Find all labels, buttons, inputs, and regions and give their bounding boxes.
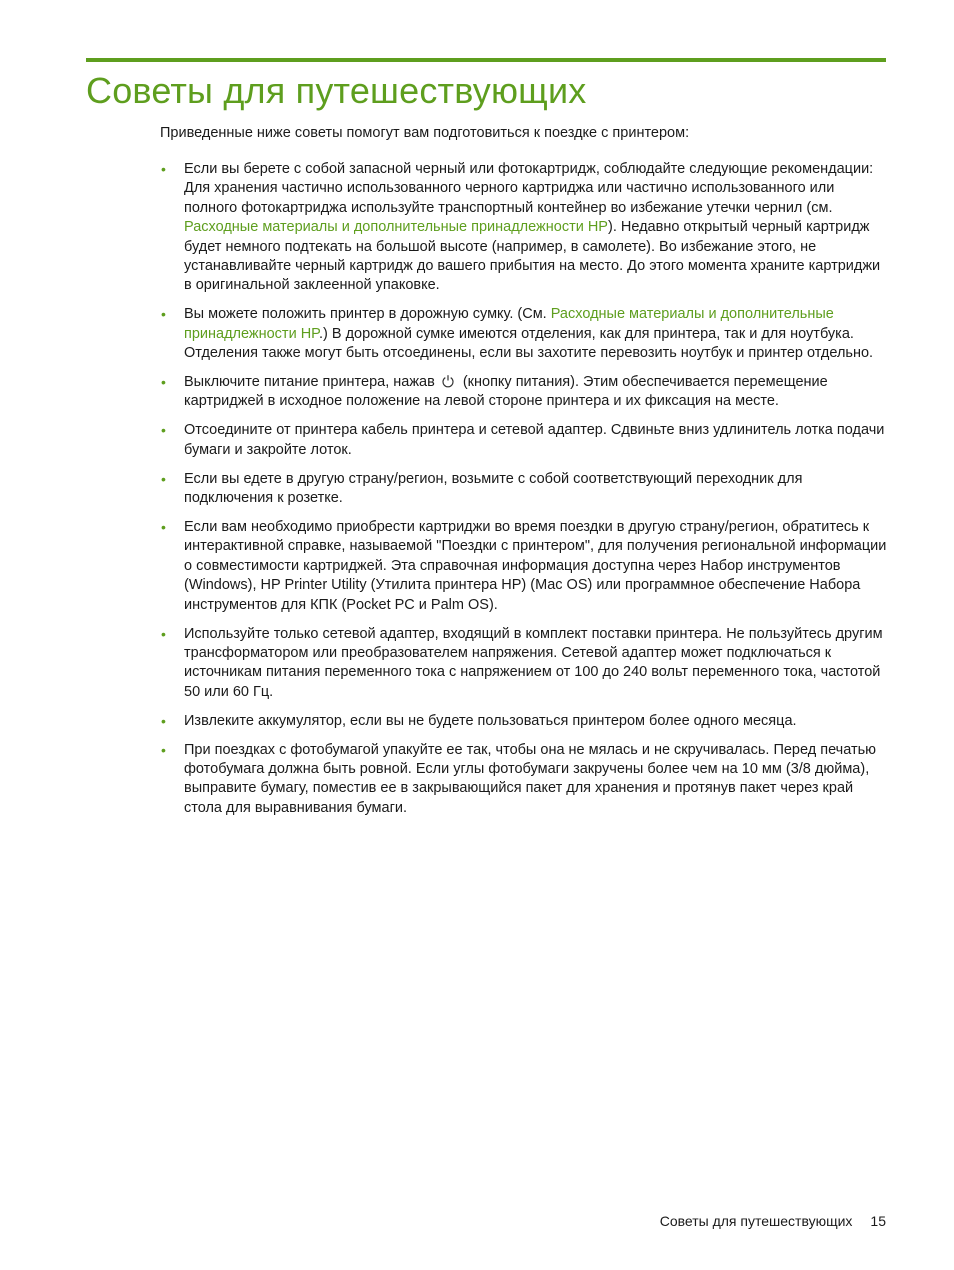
supplies-link[interactable]: Расходные материалы и дополнительные принадлежности HP bbox=[184, 306, 834, 342]
list-item bbox=[160, 712, 888, 731]
list-item-text: .) В дорожной сумке имеются отделения, как для принтера, так и для ноутбука. Отделения также могут быть отсоединены, если вы захотите перевозить ноутбук и принтер отдельно. bbox=[184, 325, 874, 362]
bullet-icon: • bbox=[161, 374, 166, 391]
page-footer bbox=[660, 1213, 886, 1229]
list-item bbox=[160, 373, 888, 412]
list-item-text: Если вы берете с собой запасной черный или фотокартридж, соблюдайте следующие рекомендации: Для хранения частично использованного черного картриджа или частично использованного или полного фотокартриджа используйте транспортный контейнер во избежание утечки чернил (см. bbox=[184, 161, 874, 216]
bullet-icon: • bbox=[161, 306, 166, 323]
list-item-text: Используйте только сетевой адаптер, входящий в комплект поставки принтера. Не пользуйтесь другим трансформатором или преобразователем напряжения. Сетевой адаптер может подключаться к источникам питания переменного тока с напряжением от 100 до 240 вольт переменного тока, частотой 50 или 60 Гц. bbox=[184, 625, 883, 700]
list-item bbox=[160, 625, 888, 703]
list-item bbox=[160, 470, 888, 509]
power-icon bbox=[441, 374, 455, 388]
list-item bbox=[160, 421, 888, 460]
list-item-text: (кнопку питания). Этим обеспечивается перемещение картриджей в исходное положение на левой стороне принтера и их фиксация на месте. bbox=[184, 374, 828, 410]
tips-list bbox=[160, 160, 888, 828]
list-item-text: При поездках с фотобумагой упакуйте ее так, чтобы она не мялась и не скручивалась. Перед печатью фотобумага должна быть ровной. Если углы фотобумаги закручены более чем на 10 мм (3/8 дюйма), выправите бумагу, поместив ее в закрывающийся пакет для хранения и протянув пакет через край стола для выравнивания бумаги. bbox=[184, 741, 877, 816]
list-item bbox=[160, 305, 888, 363]
footer-section-title: Советы для путешествующих bbox=[659, 1213, 853, 1229]
header-rule bbox=[86, 58, 886, 62]
bullet-icon: • bbox=[161, 625, 166, 642]
list-item-text: Вы можете положить принтер в дорожную сумку. (См. bbox=[184, 306, 551, 323]
intro-text: Приведенные ниже советы помогут вам подготовиться к поездке с принтером: bbox=[160, 125, 690, 141]
bullet-icon: • bbox=[161, 470, 166, 487]
page-number: 15 bbox=[870, 1213, 886, 1229]
bullet-icon: • bbox=[161, 519, 166, 535]
list-item-text: Извлеките аккумулятор, если вы не будете пользоваться принтером более одного месяца. bbox=[184, 712, 797, 729]
list-item-text: Если вы едете в другую страну/регион, возьмите с собой соответствующий переходник для подключения к розетке. bbox=[184, 470, 803, 507]
list-item bbox=[160, 741, 888, 819]
list-item-text: ). Недавно открытый черный картридж будет немного подтекать на большой высоте (например, в самолете). Во избежание этого, не устанавливайте черный картридж до вашего прибытия на место. До этого момента храните картриджи в оригинальной заклеенной упаковке. bbox=[184, 219, 881, 294]
list-item-text: Если вам необходимо приобрести картриджи во время поездки в другую страну/регион, обратитесь к интерактивной справке, называемой "Поездки с принтером", для получения региональной информации о совместимости картриджей. Эта справочная информация доступна через Набор инструментов (Windows), HP Printer Utility (Утилита принтера HP) (Mac OS) или программное обеспечение Набора инструментов для КПК (Pocket PC и Palm OS). bbox=[184, 519, 887, 613]
list-item-text: Отсоедините от принтера кабель принтера и сетевой адаптер. Сдвиньте вниз удлинитель лотка подачи бумаги и закройте лоток. bbox=[184, 422, 885, 458]
bullet-icon: • bbox=[161, 712, 166, 729]
supplies-link[interactable]: Расходные материалы и дополнительные принадлежности HP bbox=[184, 219, 608, 236]
bullet-icon: • bbox=[161, 422, 166, 439]
page-title: Советы для путешествующих bbox=[86, 70, 587, 111]
list-item bbox=[160, 160, 888, 296]
bullet-icon: • bbox=[161, 741, 166, 758]
bullet-icon: • bbox=[161, 161, 166, 177]
list-item-text: Выключите питание принтера, нажав bbox=[184, 374, 435, 391]
list-item bbox=[160, 518, 888, 615]
